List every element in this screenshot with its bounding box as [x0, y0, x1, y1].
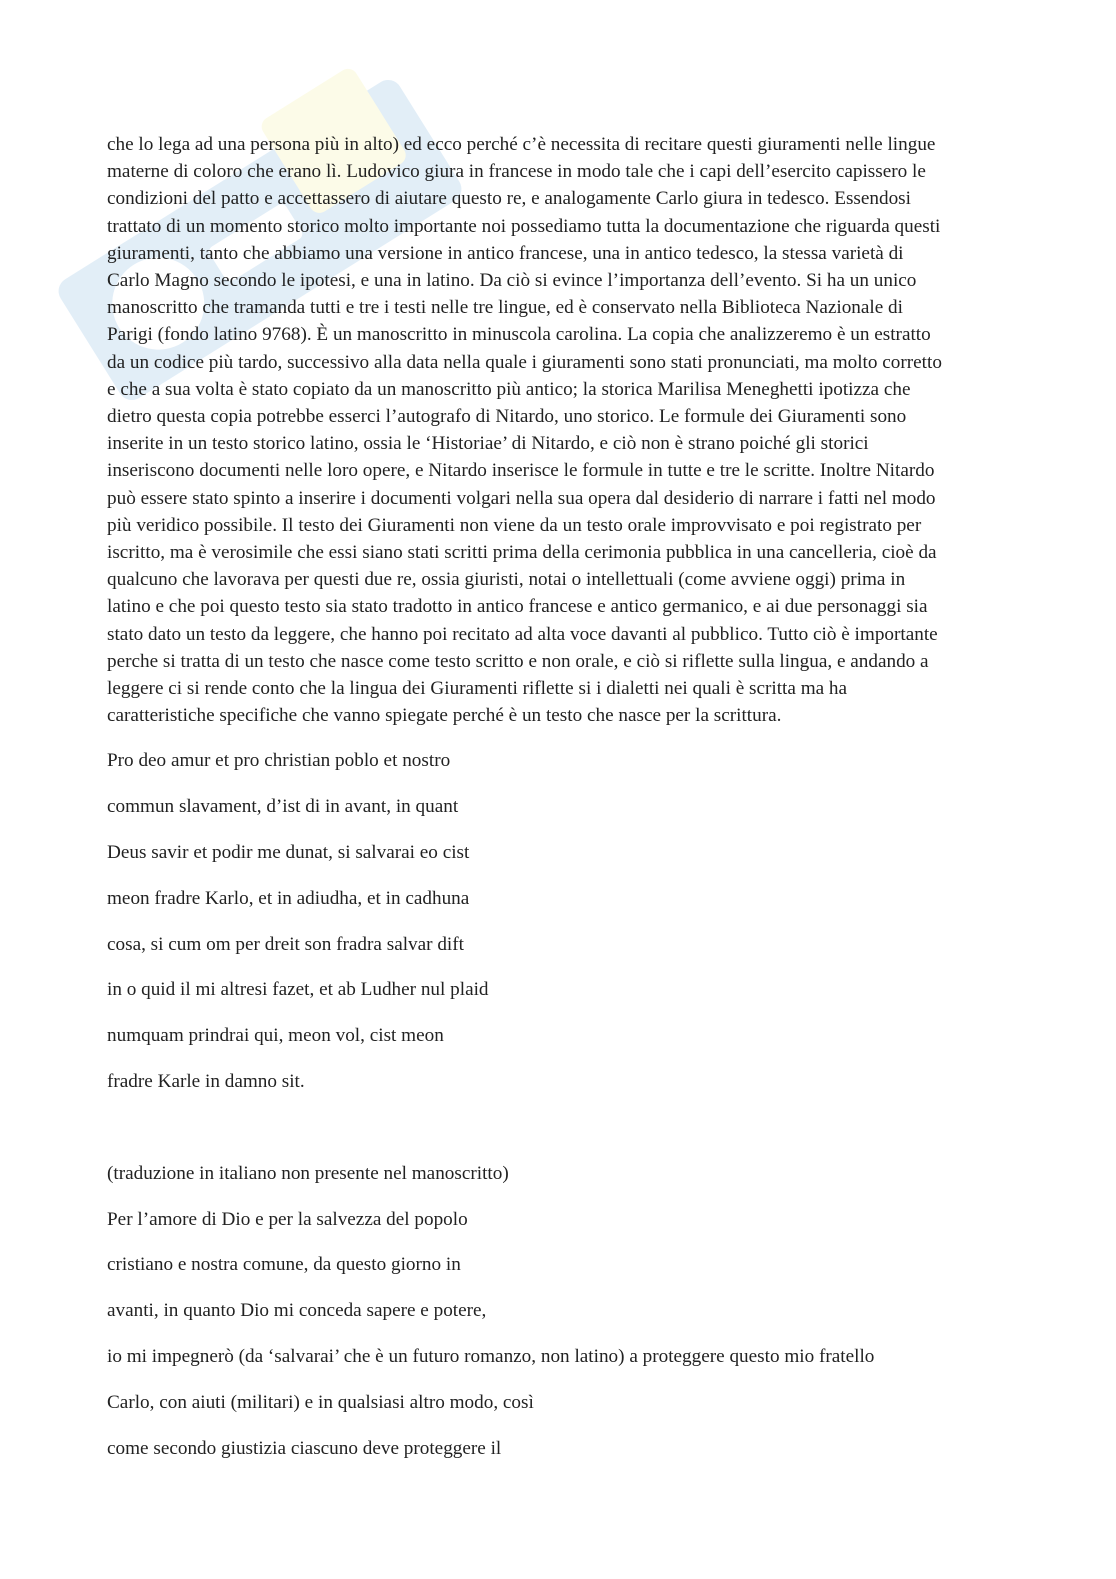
- paragraph-line: manoscritto che tramanda tutti e tre i testi nelle tre lingue, ed è conservato nella Biblioteca Nazionale di: [107, 297, 903, 319]
- paragraph-line: da un codice più tardo, successivo alla data nella quale i giuramenti sono stati pronunciati, ma molto corretto: [107, 351, 942, 373]
- translation-line: cristiano e nostra comune, da questo giorno in: [107, 1254, 461, 1276]
- translation-line: avanti, in quanto Dio mi conceda sapere e potere,: [107, 1300, 487, 1322]
- translation-line: io mi impegnerò (da ‘salvarai’ che è un futuro romanzo, non latino) a proteggere questo mio fratello: [107, 1346, 875, 1368]
- paragraph-line: giuramenti, tanto che abbiamo una versione in antico francese, una in antico tedesco, la stessa varietà di: [107, 242, 904, 264]
- translation-line: (traduzione in italiano non presente nel manoscritto): [107, 1162, 509, 1184]
- intro-paragraph: [107, 131, 1007, 729]
- oath-line: Pro deo amur et pro christian poblo et nostro: [107, 750, 451, 772]
- oath-line: Deus savir et podir me dunat, si salvarai eo cist: [107, 842, 470, 864]
- paragraph-line: che lo lega ad una persona più in alto) ed ecco perché c’è necessita di recitare questi giuramenti nelle lingue: [107, 134, 936, 155]
- paragraph-line: materne di coloro che erano lì. Ludovico giura in francese in modo tale che i capi dell’esercito capissero le: [107, 161, 926, 183]
- oath-line: meon fradre Karlo, et in adiudha, et in cadhuna: [107, 887, 470, 909]
- oath-line: cosa, si cum om per dreit son fradra salvar dift: [107, 933, 464, 955]
- paragraph-line: iscritto, ma è verosimile che essi siano stati scritti prima della cerimonia pubblica in una cancelleria, cioè da: [107, 542, 937, 564]
- paragraph-line: leggere ci si rende conto che la lingua dei Giuramenti riflette si i dialetti nei quali è scritta ma ha: [107, 678, 848, 700]
- translation-text: [107, 1160, 1007, 1462]
- page-body: [107, 131, 1007, 1480]
- oath-line: in o quid il mi altresi fazet, et ab Ludher nul plaid: [107, 979, 489, 1001]
- paragraph-line: può essere stato spinto a inserire i documenti volgari nella sua opera dal desiderio di narrare i fatti nel modo: [107, 487, 936, 509]
- paragraph-line: Carlo Magno secondo le ipotesi, e una in latino. Da ciò si evince l’importanza dell’evento. Si ha un unico: [107, 270, 917, 292]
- paragraph-line: qualcuno che lavorava per questi due re, ossia giuristi, notai o intellettuali (come avviene oggi) prima in: [107, 569, 906, 591]
- paragraph-line: inserite in un testo storico latino, ossia le ‘Historiae’ di Nitardo, e ciò non è strano poiché gli storici: [107, 433, 869, 455]
- paragraph-line: latino e che poi questo testo sia stato tradotto in antico francese e antico germanico, e ai due personaggi sia: [107, 596, 928, 618]
- paragraph-line: più veridico possibile. Il testo dei Giuramenti non viene da un testo orale improvvisato e poi registrato per: [107, 514, 922, 536]
- paragraph-line: stato dato un testo da leggere, che hanno poi recitato ad alta voce davanti al pubblico. Tutto ciò è importante: [107, 623, 938, 645]
- paragraph-line: condizioni del patto e accettassero di aiutare questo re, e analogamente Carlo giura in tedesco. Essendosi: [107, 188, 911, 210]
- paragraph-line: Parigi (fondo latino 9768). È un manoscritto in minuscola carolina. La copia che analizzeremo è un estratto: [107, 324, 931, 346]
- section-spacer: [107, 1114, 1007, 1160]
- oath-line: numquam prindrai qui, meon vol, cist meon: [107, 1025, 444, 1047]
- oath-line: fradre Karle in damno sit.: [107, 1071, 305, 1093]
- oath-line: commun slavament, d’ist di in avant, in quant: [107, 796, 459, 818]
- paragraph-line: dietro questa copia potrebbe esserci l’autografo di Nitardo, uno storico. Le formule dei Giuramenti sono: [107, 406, 907, 428]
- translation-line: Carlo, con aiuti (militari) e in qualsiasi altro modo, così: [107, 1391, 534, 1413]
- translation-line: come secondo giustizia ciascuno deve proteggere il: [107, 1437, 502, 1459]
- paragraph-line: inseriscono documenti nelle loro opere, e Nitardo inserisce le formule in tutte e tre le scritte. Inoltre Nitardo: [107, 460, 935, 482]
- paragraph-line: trattato di un momento storico molto importante noi possediamo tutta la documentazione che riguarda questi: [107, 215, 941, 237]
- paragraph-line: caratteristiche specifiche che vanno spiegate perché è un testo che nasce per la scrittura.: [107, 705, 782, 727]
- oath-text: [107, 747, 1007, 1095]
- translation-line: Per l’amore di Dio e per la salvezza del popolo: [107, 1208, 468, 1230]
- paragraph-line: perche si tratta di un testo che nasce come testo scritto e non orale, e ciò si riflette sulla lingua, e andando a: [107, 650, 929, 672]
- paragraph-line: e che a sua volta è stato copiato da un manoscritto più antico; la storica Marilisa Meneghetti ipotizza che: [107, 378, 911, 400]
